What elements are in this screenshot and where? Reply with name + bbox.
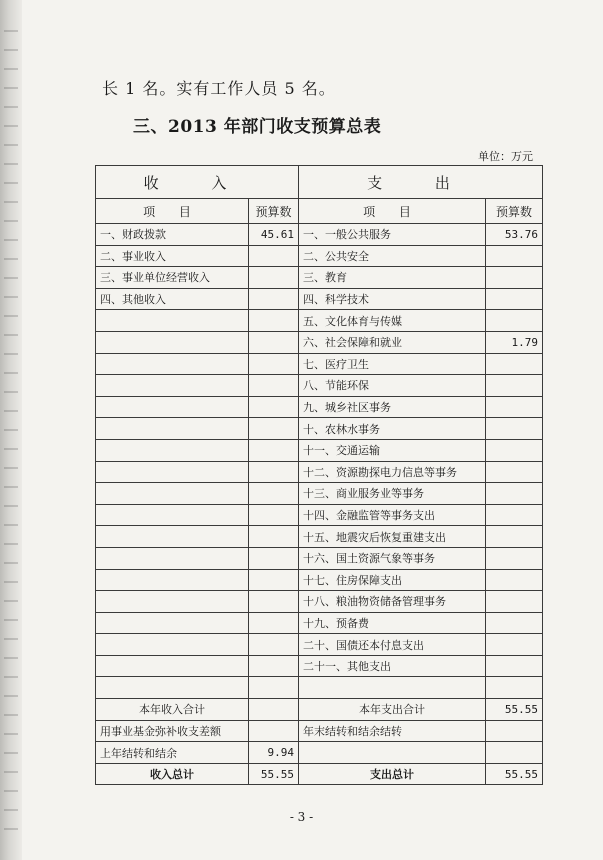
- income-item-cell: [96, 569, 249, 591]
- income-budget-col-header: 预算数: [249, 199, 299, 224]
- income-item-cell: [96, 612, 249, 634]
- income-item-col-header: 项 目: [96, 199, 249, 224]
- table-row: [96, 526, 543, 548]
- table-row: [96, 591, 543, 613]
- expense-item-cell: 十、农林水事务: [299, 418, 486, 440]
- table-row: [96, 288, 543, 310]
- income-value-cell: [249, 569, 299, 591]
- expense-item-cell: 二十、国债还本付息支出: [299, 634, 486, 656]
- table-row: [96, 504, 543, 526]
- expense-value-cell: [486, 245, 543, 267]
- page-number: - 3 -: [289, 810, 314, 824]
- year-income-total-value: [249, 699, 299, 721]
- year-total-row: [96, 699, 543, 721]
- income-value-cell: [249, 245, 299, 267]
- table-row: [96, 655, 543, 677]
- table-header-sub: [96, 199, 543, 224]
- expense-item-cell: 十三、商业服务业等事务: [299, 483, 486, 505]
- expense-item-cell: 十二、资源勘探电力信息等事务: [299, 461, 486, 483]
- intro-text: 长 1 名。实有工作人员 5 名。: [102, 79, 336, 98]
- table-row: [96, 483, 543, 505]
- income-item-cell: [96, 655, 249, 677]
- income-item-cell: [96, 461, 249, 483]
- expense-value-cell: [486, 483, 543, 505]
- income-item-cell: 三、事业单位经营收入: [96, 267, 249, 289]
- income-value-cell: 45.61: [249, 224, 299, 246]
- expense-item-cell: 二、公共安全: [299, 245, 486, 267]
- table-row: [96, 375, 543, 397]
- expense-value-cell: [486, 310, 543, 332]
- income-value-cell: [249, 612, 299, 634]
- expense-value-cell: [486, 591, 543, 613]
- expense-item-cell: 六、社会保障和就业: [299, 331, 486, 353]
- income-item-cell: [96, 418, 249, 440]
- table-row: [96, 267, 543, 289]
- expense-item-cell: 十六、国土资源气象等事务: [299, 547, 486, 569]
- budget-table: [95, 165, 543, 785]
- expense-item-cell: 十五、地震灾后恢复重建支出: [299, 526, 486, 548]
- expense-value-cell: [486, 677, 543, 699]
- table-row: [96, 612, 543, 634]
- table-row: [96, 418, 543, 440]
- unit-label: 单位：万元: [478, 150, 533, 163]
- prev-carry-value: 9.94: [249, 742, 299, 764]
- income-value-cell: [249, 655, 299, 677]
- expense-value-cell: [486, 526, 543, 548]
- year-expense-total-label: 本年支出合计: [299, 699, 486, 721]
- income-value-cell: [249, 331, 299, 353]
- expense-value-cell: 1.79: [486, 331, 543, 353]
- table-row: [96, 634, 543, 656]
- income-item-cell: [96, 375, 249, 397]
- table-header-main: [96, 166, 543, 199]
- income-item-cell: [96, 483, 249, 505]
- grand-total-row: [96, 763, 543, 785]
- income-value-cell: [249, 375, 299, 397]
- income-total-label: 收入总计: [96, 763, 249, 785]
- fund-offset-value: [249, 720, 299, 742]
- table-row: [96, 353, 543, 375]
- expense-value-cell: [486, 375, 543, 397]
- fund-offset-label: 用事业基金弥补收支差额: [96, 720, 249, 742]
- table-row: [96, 569, 543, 591]
- income-item-cell: [96, 353, 249, 375]
- table-row: [96, 224, 543, 246]
- expense-value-cell: [486, 439, 543, 461]
- income-value-cell: [249, 677, 299, 699]
- expense-item-cell: 十九、预备费: [299, 612, 486, 634]
- income-item-cell: 四、其他收入: [96, 288, 249, 310]
- table-row: [96, 245, 543, 267]
- expense-header: 支 出: [299, 166, 543, 199]
- income-item-cell: [96, 310, 249, 332]
- income-item-cell: [96, 547, 249, 569]
- expense-value-cell: [486, 569, 543, 591]
- income-value-cell: [249, 504, 299, 526]
- expense-item-cell: 十八、粮油物资储备管理事务: [299, 591, 486, 613]
- expense-value-cell: [486, 288, 543, 310]
- income-value-cell: [249, 591, 299, 613]
- table-row: [96, 310, 543, 332]
- income-value-cell: [249, 547, 299, 569]
- expense-value-cell: [486, 396, 543, 418]
- expense-item-cell: 七、医疗卫生: [299, 353, 486, 375]
- income-value-cell: [249, 267, 299, 289]
- expense-item-cell: [299, 677, 486, 699]
- expense-item-cell: 三、教育: [299, 267, 486, 289]
- table-row: [96, 461, 543, 483]
- prev-carry-row: [96, 742, 543, 764]
- expense-value-cell: [486, 634, 543, 656]
- table-row: [96, 547, 543, 569]
- table-row: [96, 331, 543, 353]
- income-value-cell: [249, 634, 299, 656]
- expense-value-cell: [486, 461, 543, 483]
- expense-item-cell: 十四、金融监管等事务支出: [299, 504, 486, 526]
- year-expense-total-value: 55.55: [486, 699, 543, 721]
- income-value-cell: [249, 353, 299, 375]
- scanned-page-edge: [0, 0, 22, 860]
- income-value-cell: [249, 418, 299, 440]
- expense-item-cell: 九、城乡社区事务: [299, 396, 486, 418]
- income-value-cell: [249, 288, 299, 310]
- expense-value-cell: [486, 418, 543, 440]
- expense-budget-col-header: 预算数: [486, 199, 543, 224]
- income-item-cell: 一、财政拨款: [96, 224, 249, 246]
- expense-value-cell: [486, 353, 543, 375]
- table-row: [96, 439, 543, 461]
- expense-item-cell: 一、一般公共服务: [299, 224, 486, 246]
- income-item-cell: [96, 504, 249, 526]
- expense-value-cell: [486, 612, 543, 634]
- prev-carry-expense-blank: [299, 742, 486, 764]
- income-item-cell: [96, 396, 249, 418]
- expense-value-cell: 53.76: [486, 224, 543, 246]
- income-item-cell: 二、事业收入: [96, 245, 249, 267]
- income-item-cell: [96, 634, 249, 656]
- expense-value-cell: [486, 504, 543, 526]
- binding-marks: [4, 30, 18, 830]
- expense-value-cell: [486, 267, 543, 289]
- expense-item-cell: 十一、交通运输: [299, 439, 486, 461]
- income-item-cell: [96, 591, 249, 613]
- table-row: [96, 396, 543, 418]
- income-item-cell: [96, 677, 249, 699]
- income-value-cell: [249, 526, 299, 548]
- expense-value-cell: [486, 547, 543, 569]
- prev-carry-label: 上年结转和结余: [96, 742, 249, 764]
- expense-item-col-header: 项 目: [299, 199, 486, 224]
- income-header: 收 入: [96, 166, 299, 199]
- income-total-value: 55.55: [249, 763, 299, 785]
- expense-item-cell: 五、文化体育与传媒: [299, 310, 486, 332]
- expense-value-cell: [486, 655, 543, 677]
- income-item-cell: [96, 331, 249, 353]
- expense-item-cell: 十七、住房保障支出: [299, 569, 486, 591]
- expense-item-cell: 八、节能环保: [299, 375, 486, 397]
- income-item-cell: [96, 439, 249, 461]
- income-value-cell: [249, 439, 299, 461]
- table-row: [96, 677, 543, 699]
- income-item-cell: [96, 526, 249, 548]
- fund-offset-row: [96, 720, 543, 742]
- income-value-cell: [249, 396, 299, 418]
- year-end-carry-value: [486, 720, 543, 742]
- income-value-cell: [249, 310, 299, 332]
- income-value-cell: [249, 483, 299, 505]
- expense-total-label: 支出总计: [299, 763, 486, 785]
- expense-total-value: 55.55: [486, 763, 543, 785]
- expense-item-cell: 二十一、其他支出: [299, 655, 486, 677]
- year-income-total-label: 本年收入合计: [96, 699, 249, 721]
- year-end-carry-label: 年末结转和结余结转: [299, 720, 486, 742]
- expense-item-cell: 四、科学技术: [299, 288, 486, 310]
- prev-carry-expense-blank-value: [486, 742, 543, 764]
- income-value-cell: [249, 461, 299, 483]
- section-title: 三、2013 年部门收支预算总表: [133, 117, 382, 137]
